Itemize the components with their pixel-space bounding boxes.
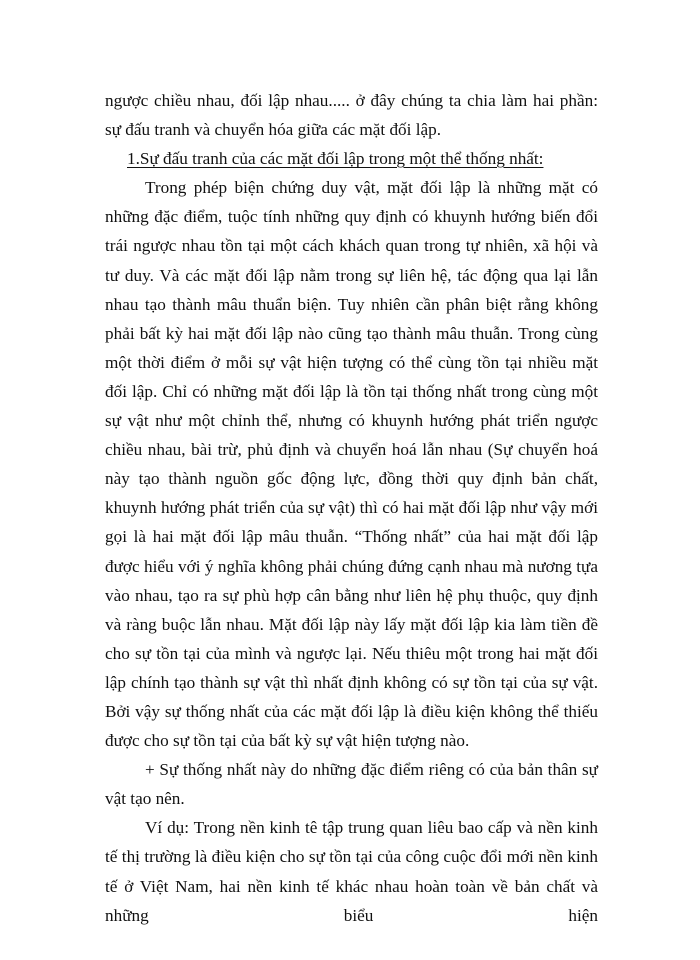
document-page: [105, 86, 598, 930]
body-paragraph-unity-note: + Sự thống nhất này do những đặc điểm riêng có của bản thân sự vật tạo nên.: [105, 760, 598, 809]
body-paragraph-example: Ví dụ: Trong nền kinh tê tập trung quan liêu bao cấp và nền kinh tế thị trường là điều kiện cho sự tồn tại của công cuộc đổi mới nền kinh tế ở Việt Nam, hai nền kinh tế khác nhau hoàn toàn về bản chất và những biểu hiện: [105, 818, 598, 925]
body-paragraph-definition: Trong phép biện chứng duy vật, mặt đối lập là những mặt có những đặc điểm, tuộc tính những quy định có khuynh hướng biến đổi trái ngược nhau tồn tại một cách khách quan trong tự nhiên, xã hội và tư duy. Và các mặt đối lập nằm trong sự liên hệ, tác động qua lại lẫn nhau tạo thành mâu thuẩn biện. Tuy nhiên cần phân biệt rằng không phải bất kỳ hai mặt đối lập nào cũng tạo thành mâu thuẫn. Trong cùng một thời điểm ở mỗi sự vật hiện tượng có thể cùng tồn tại nhiều mặt đối lập. Chỉ có những mặt đối lập là tồn tại thống nhất trong cùng một sự vật như một chỉnh thể, nhưng có khuynh hướng phát triển ngược chiều nhau, bài trừ, phủ định và chuyển hoá lẫn nhau (Sự chuyển hoá này tạo thành nguồn gốc động lực, đồng thời quy định bản chất, khuynh hướng phát triển của sự vật) thì có hai mặt đối lập như vậy mới gọi là hai mặt đối lập mâu thuẫn. “Thống nhất” của hai mặt đối lập được hiểu với ý nghĩa không phải chúng đứng cạnh nhau mà nương tựa vào nhau, tạo ra sự phù hợp cân bằng như liên hệ phụ thuộc, quy định và ràng buộc lẫn nhau. Mặt đối lập này lấy mặt đối lập kia làm tiền đề cho sự tồn tại của mình và ngược lại. Nếu thiêu một trong hai mặt đối lập chính tạo thành sự vật thì nhất định không có sự tồn tại của sự vật. Bởi vậy sự thống nhất của các mặt đối lập là điều kiện không thể thiếu được cho sự tồn tại của bất kỳ sự vật hiện tượng nào.: [105, 178, 598, 751]
continuation-paragraph: ngược chiều nhau, đối lập nhau..... ở đây chúng ta chia làm hai phần: sự đấu tranh và chuyển hóa giữa các mặt đối lập.: [105, 91, 598, 140]
section-heading: 1.Sự đấu tranh của các mặt đối lập trong một thể thống nhất:: [127, 149, 544, 169]
